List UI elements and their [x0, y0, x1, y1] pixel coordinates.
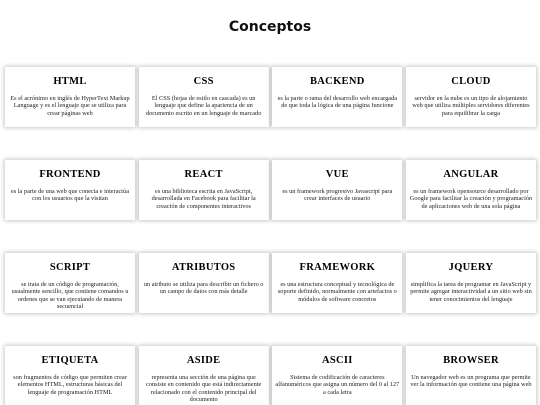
card-description: es la parte de una web que conecta e interactúa con los usuarios que la visitan [10, 188, 129, 203]
card-description: representa una sección de una página que consiste en contenido que está indirectamente relacionado con el contenido principal del documento [146, 374, 262, 404]
concept-card-backend [272, 67, 402, 127]
card-title: CSS [193, 76, 214, 87]
concept-card-browser [406, 346, 536, 405]
card-title: FRAMEWORK [299, 262, 376, 273]
card-title: HTML [53, 76, 87, 87]
card-title: CLOUD [451, 76, 491, 87]
concept-card-script [5, 253, 135, 313]
card-title: ETIQUETA [41, 355, 99, 366]
concept-card-ascii [272, 346, 402, 405]
concept-grid [5, 67, 536, 405]
concept-card-jquery [406, 253, 536, 313]
card-title: ATRIBUTOS [171, 262, 236, 273]
page-title: Conceptos [228, 19, 312, 35]
card-description: servidor en la nube es un tipo de alojamiento web que utiliza múltiples servidores diferentes para equilibrar la carga [412, 95, 530, 117]
card-title: BROWSER [443, 355, 499, 366]
card-description: es la parte o rama del desarrollo web encargada de que toda la lógica de una página funcione [277, 95, 398, 110]
concept-card-etiqueta [5, 346, 135, 405]
card-title: REACT [184, 169, 223, 180]
card-description: El CSS (hojas de estilo en cascada) es un lenguaje que define la apariencia de un documento escrito en un lenguaje de marcado [145, 95, 262, 117]
card-title: ASIDE [186, 355, 221, 366]
card-title: ANGULAR [443, 169, 499, 180]
card-description: Un navegador web es un programa que permite ver la información que contiene una página web [410, 374, 532, 389]
concept-card-html [5, 67, 135, 127]
card-description: es un framework progresivo Javascript para crear interfaces de usuario [282, 188, 393, 203]
concept-card-aside [139, 346, 269, 405]
concept-card-cloud [406, 67, 536, 127]
card-description: es un framework opensource desarrollado por Google para facilitar la creación y programación de aplicaciones web de una sola página [409, 188, 533, 210]
concept-card-vue [272, 160, 402, 220]
concept-row [5, 253, 536, 313]
concept-card-angular [406, 160, 536, 220]
card-description: es una biblioteca escrita en JavaScript, desarrollada en Facebook para facilitar la creación de componentes interactivos [151, 188, 256, 210]
card-description: Sistema de codificación de caracteres alfanuméricos que asigna un número del 0 al 127 a cada letra [275, 374, 400, 396]
concept-card-atributos [139, 253, 269, 313]
card-description: son fragmentos de código que permiten crear elementos HTML, estructuras básicas del lenguaje de programación HTML [13, 374, 127, 396]
card-title: BACKEND [310, 76, 365, 87]
card-description: un atributo se utiliza para describir un fichero o un campo de datos con más detalle [143, 281, 264, 296]
concept-row [5, 346, 536, 405]
concept-row [5, 160, 536, 220]
concept-card-react [139, 160, 269, 220]
card-title: VUE [325, 169, 349, 180]
card-title: JQUERY [448, 262, 494, 273]
card-description: Es el acrónimo en inglés de HyperText Markup Language y es el lenguaje que se utiliza para crear páginas web [10, 95, 130, 117]
card-title: ASCII [321, 355, 353, 366]
card-title: FRONTEND [39, 169, 101, 180]
concept-row [5, 67, 536, 127]
card-description: se trata de un código de programación, usualmente sencillo, que contiene comandos u ordenes que se van ejecutando de manera secuencial [11, 281, 129, 311]
card-description: es una estructura conceptual y tecnológica de soporte definido, normalmente con artefactos o módulos de software concretos [277, 281, 397, 303]
card-description: simplifica la tarea de programar en JavaScript y permite agregar interactividad a un sitio web sin tener conocimientos del lenguaje [410, 281, 532, 303]
concept-card-css [139, 67, 269, 127]
concept-card-framework [272, 253, 402, 313]
concept-card-frontend [5, 160, 135, 220]
card-title: SCRIPT [49, 262, 91, 273]
